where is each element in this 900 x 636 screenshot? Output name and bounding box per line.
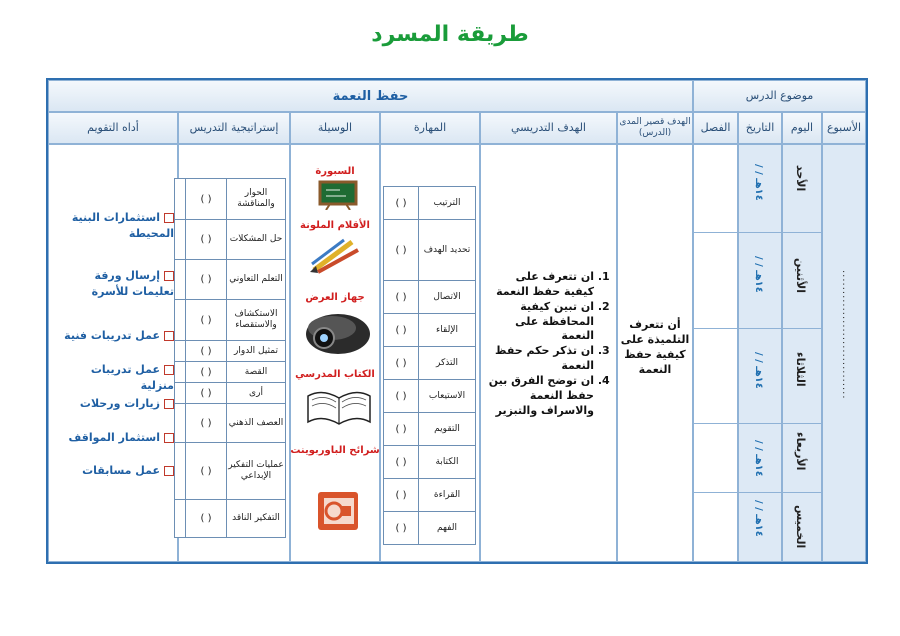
eval-label: استثمارات البنية المحيطة: [71, 211, 174, 240]
skill-name: التذكر: [418, 347, 475, 379]
tool-label-projector: جهاز العرض: [305, 292, 365, 303]
eval-label: إرسال ورقة تعليمات للأسرة: [91, 269, 174, 298]
blackboard-icon: [318, 180, 358, 210]
skill-checkbox[interactable]: ( ): [395, 423, 407, 435]
skill-name: التقويم: [418, 413, 475, 445]
strategy-name: أرى: [226, 383, 285, 403]
teaching-goals-list: [484, 270, 610, 418]
strategy-checkbox[interactable]: ( ): [185, 220, 226, 259]
header-day: اليوم: [782, 112, 822, 144]
strategy-name: حل المشكلات: [226, 220, 285, 259]
eval-checkbox[interactable]: [164, 331, 174, 341]
skill-row: [384, 187, 475, 220]
skill-row: [384, 347, 475, 380]
header-tool: الوسيلة: [290, 112, 380, 144]
day-label: الأربعاء: [794, 432, 807, 471]
strategy-name: العصف الذهني: [226, 404, 285, 442]
eval-label: عمل مسابقات: [82, 464, 160, 477]
header-class: الفصل: [693, 112, 738, 144]
skill-checkbox[interactable]: ( ): [395, 291, 407, 303]
strategies-checklist: [174, 178, 286, 538]
skill-checkbox[interactable]: ( ): [395, 522, 407, 534]
day-row-divider: [693, 232, 822, 233]
header-short-goal: الهدف قصير المدى (الدرس): [617, 112, 693, 144]
projector-icon: [302, 306, 372, 358]
eval-label: زيارات ورحلات: [79, 397, 160, 410]
strategy-row: [175, 500, 285, 537]
header-evaluation: أداه التقويم: [48, 112, 178, 144]
day-label: الأحد: [794, 165, 807, 192]
skill-row: [384, 220, 475, 281]
eval-item: [54, 396, 174, 412]
date-field[interactable]: / / ١٤هـ: [753, 440, 764, 477]
date-field[interactable]: / / ١٤هـ: [753, 500, 764, 537]
skill-row: [384, 479, 475, 512]
strategy-row: [175, 443, 285, 500]
day-label: الأثنين: [794, 258, 807, 293]
strategy-checkbox[interactable]: ( ): [185, 443, 226, 499]
eval-checkbox[interactable]: [164, 399, 174, 409]
strategy-checkbox[interactable]: ( ): [185, 260, 226, 299]
skill-row: [384, 446, 475, 479]
strategy-spacer: [175, 220, 185, 259]
strategy-spacer: [175, 179, 185, 219]
skill-name: الكتابة: [418, 446, 475, 478]
strategy-name: التفكير الناقد: [226, 500, 285, 537]
strategy-name: الاستكشاف والاستقصاء: [226, 300, 285, 340]
tool-label-slides: شرائح الباوربوينت: [290, 445, 380, 456]
teaching-goal-item: 1. ان تتعرف على كيفية حفظ النعمة: [484, 270, 594, 300]
strategy-row: [175, 362, 285, 383]
strategy-row: [175, 383, 285, 404]
eval-label: استثمار المواقف: [68, 431, 160, 444]
skill-checkbox[interactable]: ( ): [395, 489, 407, 501]
skill-name: الترتيب: [418, 187, 475, 219]
eval-checkbox[interactable]: [164, 433, 174, 443]
strategy-spacer: [175, 341, 185, 361]
tool-label-pens: الأقلام الملونة: [300, 220, 370, 231]
header-skill: المهارة: [380, 112, 480, 144]
day-row-divider: [693, 492, 822, 493]
strategy-row: [175, 260, 285, 300]
skill-name: الاتصال: [418, 281, 475, 313]
day-label: الثلاثاء: [794, 352, 807, 387]
skill-checkbox[interactable]: ( ): [395, 244, 407, 256]
week-dots: ...............................: [840, 270, 851, 400]
eval-item: [54, 362, 174, 394]
teaching-goal-item: 2. ان تبين كيفية المحافظة على النعمة: [484, 300, 594, 345]
strategy-checkbox[interactable]: ( ): [185, 404, 226, 442]
header-teaching-goal: الهدف التدريسي: [480, 112, 617, 144]
strategy-spacer: [175, 300, 185, 340]
strategy-row: [175, 404, 285, 443]
eval-item: [54, 210, 174, 242]
strategy-name: القصة: [226, 362, 285, 382]
strategy-row: [175, 300, 285, 341]
strategy-name: الحوار والمناقشة: [226, 179, 285, 219]
skill-name: الاستيعاب: [418, 380, 475, 412]
date-field[interactable]: / / ١٤هـ: [753, 256, 764, 293]
strategy-name: عمليات التفكير الإبداعي: [226, 443, 285, 499]
eval-label: عمل تدريبات منزلية: [90, 363, 174, 392]
strategy-row: [175, 220, 285, 260]
header-date: التاريخ: [738, 112, 782, 144]
strategy-checkbox[interactable]: ( ): [185, 300, 226, 340]
eval-item: [54, 268, 174, 300]
eval-item: [54, 328, 174, 344]
tool-label-board: السبورة: [315, 166, 355, 177]
strategy-checkbox[interactable]: ( ): [185, 341, 226, 361]
skill-checkbox[interactable]: ( ): [395, 456, 407, 468]
eval-label: عمل تدريبات فنية: [64, 329, 160, 342]
date-field[interactable]: / / ١٤هـ: [753, 352, 764, 389]
strategy-row: [175, 341, 285, 362]
evaluation-column: [48, 144, 178, 562]
day-row-divider: [693, 328, 822, 329]
eval-item: [54, 463, 174, 479]
skill-name: القراءة: [418, 479, 475, 511]
open-book-icon: [304, 386, 374, 428]
eval-checkbox[interactable]: [164, 466, 174, 476]
strategy-checkbox[interactable]: ( ): [185, 383, 226, 403]
header-week: الأسبوع: [822, 112, 866, 144]
skills-checklist: [383, 186, 476, 545]
skill-checkbox[interactable]: ( ): [395, 197, 407, 209]
skill-row: [384, 281, 475, 314]
strategy-spacer: [175, 383, 185, 403]
teaching-goal-item: 4. ان توضح الفرق بين حفظ النعمة والاسراف والتبزير: [484, 374, 594, 419]
skill-name: تحديد الهدف: [418, 220, 475, 280]
class-column: [693, 144, 738, 562]
header-strategy: إستراتيجية التدريس: [178, 112, 290, 144]
skill-row: [384, 413, 475, 446]
eval-checkbox[interactable]: [164, 213, 174, 223]
day-row-divider: [693, 423, 822, 424]
eval-item: [54, 430, 174, 446]
eval-checkbox[interactable]: [164, 365, 174, 375]
skill-checkbox[interactable]: ( ): [395, 357, 407, 369]
teaching-goal-item: 3. ان تذكر حكم حفظ النعمة: [484, 344, 594, 374]
lesson-topic-label: موضوع الدرس: [693, 80, 866, 112]
skill-name: الفهم: [418, 512, 475, 544]
page-title: طريقة المسرد: [371, 22, 529, 47]
skill-name: الإلقاء: [418, 314, 475, 346]
skill-checkbox[interactable]: ( ): [395, 390, 407, 402]
strategy-checkbox[interactable]: ( ): [185, 500, 226, 537]
strategy-checkbox[interactable]: ( ): [185, 362, 226, 382]
short-goal-text: أن تتعرف التلميذة على كيفية حفظ النعمة: [620, 318, 690, 376]
strategy-spacer: [175, 404, 185, 442]
powerpoint-icon: [314, 490, 362, 532]
skill-checkbox[interactable]: ( ): [395, 324, 407, 336]
skill-row: [384, 380, 475, 413]
skill-row: [384, 314, 475, 347]
colored-pencils-icon: [308, 236, 364, 274]
strategy-checkbox[interactable]: ( ): [185, 179, 226, 219]
date-field[interactable]: / / ١٤هـ: [753, 164, 764, 201]
day-label: الخميس: [794, 505, 807, 549]
strategy-spacer: [175, 443, 185, 499]
strategy-spacer: [175, 362, 185, 382]
strategy-row: [175, 179, 285, 220]
skill-row: [384, 512, 475, 544]
strategy-spacer: [175, 500, 185, 537]
tool-label-book: الكتاب المدرسي: [295, 369, 375, 380]
strategy-name: تمثيل الدوار: [226, 341, 285, 361]
lesson-topic-value: حفظ النعمة: [48, 80, 693, 112]
strategy-name: التعلم التعاوني: [226, 260, 285, 299]
strategy-spacer: [175, 260, 185, 299]
eval-checkbox[interactable]: [164, 271, 174, 281]
